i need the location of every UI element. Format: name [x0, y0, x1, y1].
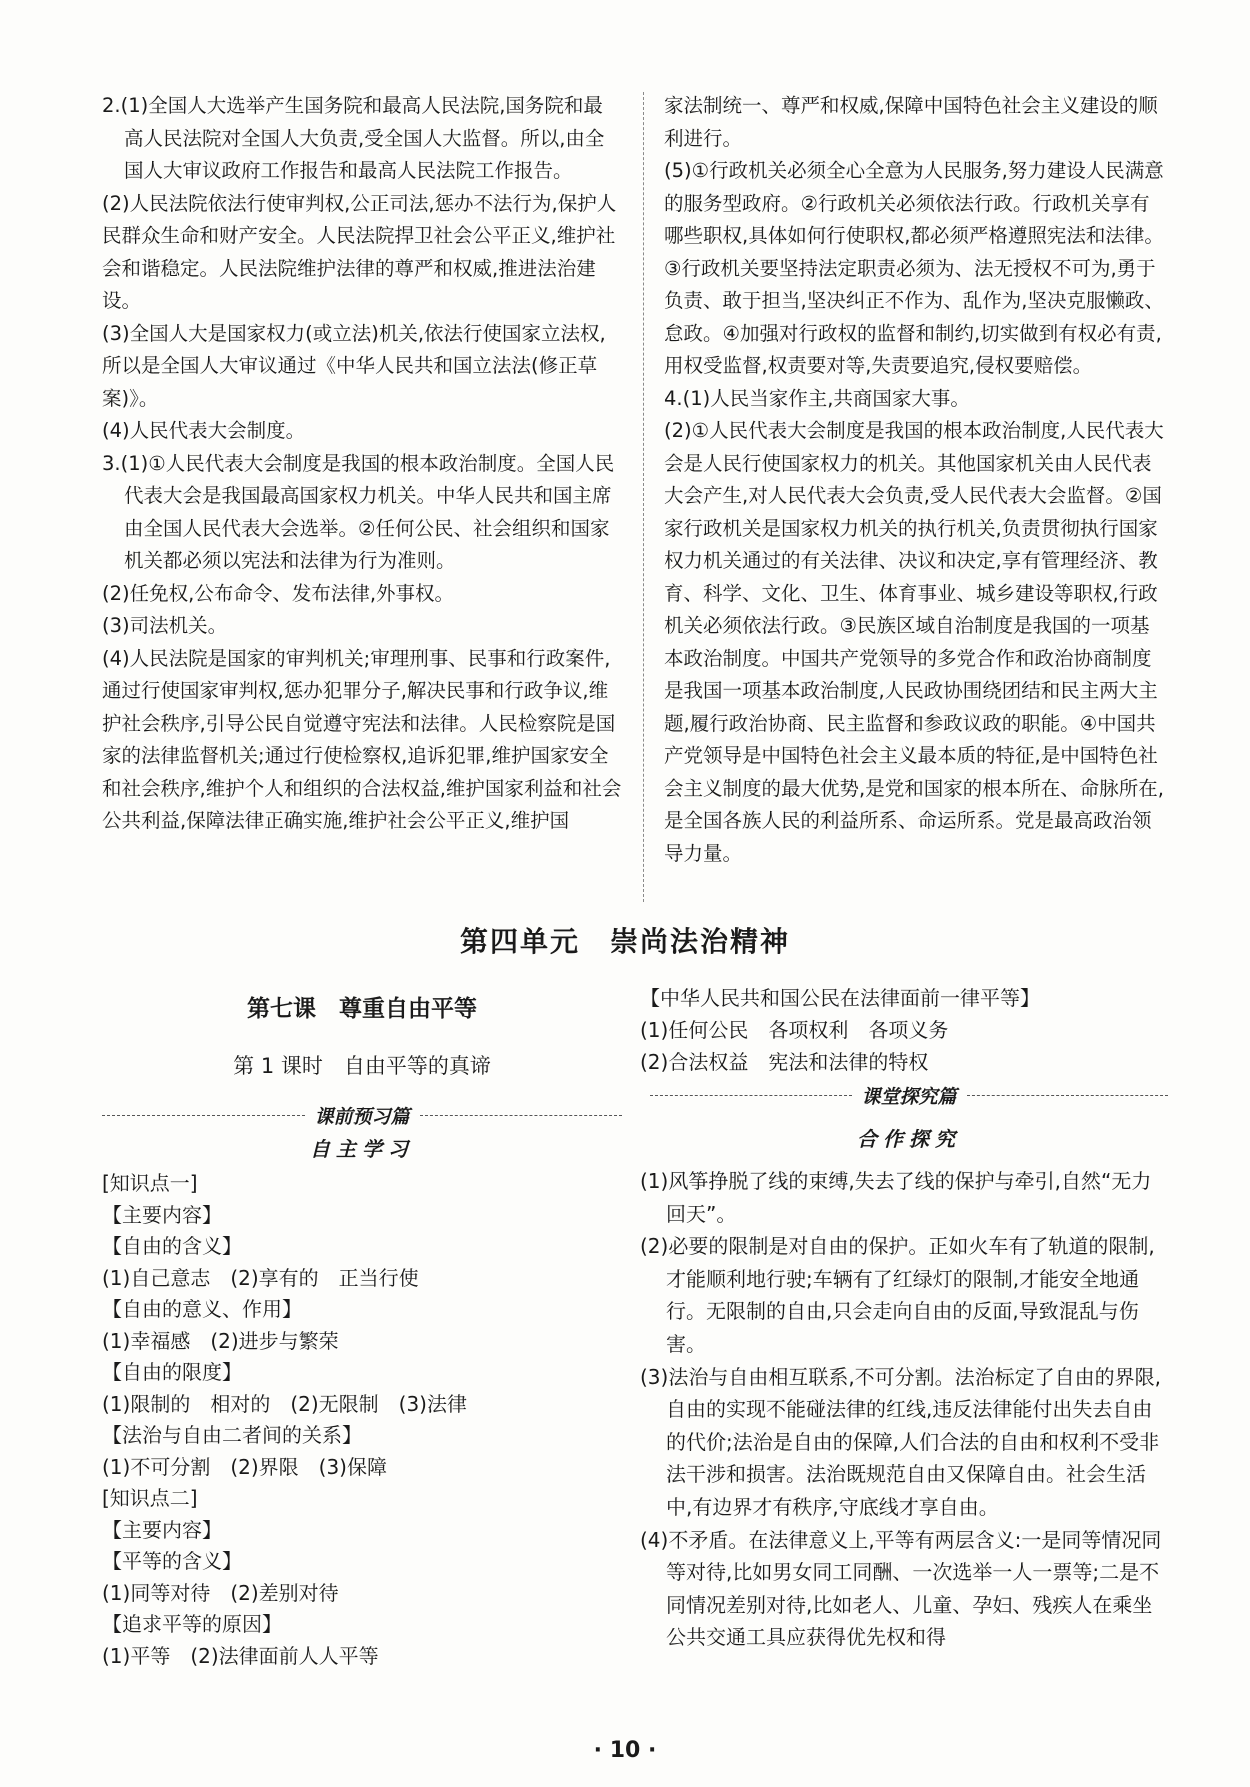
- equality-before-law-answer-2: (2)合法权益 宪法和法律的特权: [640, 1050, 929, 1074]
- equality-before-law-answer-1: (1)任何公民 各项权利 各项义务: [640, 1018, 949, 1042]
- inquiry-answer-4: (4)不矛盾。在法律意义上,平等有两层含义:一是同等情况同等对待,比如男女同工同酬、一次选举一人一票等;二是不同情况差别对待,比如老人、儿童、孕妇、残疾人在乘坐公共交通工具应获得优先权和得: [640, 1527, 1162, 1650]
- equality-meaning-answer: (1)同等对待 (2)差别对待: [102, 1580, 339, 1605]
- answer-2-2: (2)人民法院依法行使审判权,公正司法,惩办不法行为,保护人民群众生命和财产安全。人民法院捍卫社会公平正义,维护社会和谐稳定。人民法院维护法律的尊严和权威,推进法治建设。: [102, 191, 617, 312]
- page-number: · 10 ·: [593, 1738, 657, 1763]
- freedom-limit-answer: (1)限制的 相对的 (2)无限制 (3)法律: [102, 1391, 467, 1416]
- dashed-rule: [102, 1115, 305, 1116]
- self-study-heading: 自主学习: [310, 1137, 414, 1161]
- main-content-heading: 【主要内容】: [102, 1202, 222, 1227]
- inquiry-answer-1: (1)风筝挣脱了线的束缚,失去了线的保护与牵引,自然“无力回天”。: [640, 1169, 1152, 1226]
- freedom-meaning-answer: (1)自己意志 (2)享有的 正当行使: [102, 1265, 419, 1290]
- section-preview-bar: [102, 1103, 622, 1127]
- inquiry-answer-2: (2)必要的限制是对自由的保护。正如火车有了轨道的限制,才能顺利地行驶;车辆有了红绿灯的限制,才能安全地通行。无限制的自由,只会走向自由的反面,导致混乱与伤害。: [640, 1234, 1155, 1356]
- unit-title: 第四单元 崇尚法治精神: [459, 925, 790, 958]
- freedom-significance-heading: 【自由的意义、作用】: [102, 1297, 302, 1321]
- knowledge-point-2: [知识点二]: [102, 1486, 198, 1510]
- left-column-bottom: [102, 1168, 622, 1672]
- left-column-top: [102, 90, 622, 838]
- freedom-significance-answer: (1)幸福感 (2)进步与繁荣: [102, 1328, 339, 1353]
- equality-reason-heading: 【追求平等的原因】: [102, 1612, 282, 1636]
- inquiry-answer-3: (3)法治与自由相互联系,不可分割。法治标定了自由的界限,自由的实现不能碰法律的红线,违反法律能付出失去自由的代价;法治是自由的保障,人们合法的自由和权利不受非法干涉和损害。法治既规范自由又保障自由。社会生活中,有边界才有秩序,守底线才享自由。: [640, 1364, 1162, 1519]
- section-preview-label: 课前预习篇: [314, 1105, 410, 1128]
- column-divider: [643, 92, 644, 902]
- answer-3-4: (4)人民法院是国家的审判机关;审理刑事、民事和行政案件,通过行使国家审判权,惩办犯罪分子,解决民事和行政争议,维护社会秩序,引导公民自觉遵守宪法和法律。人民检察院是国家的法律监督机关;通过行使检察权,追诉犯罪,维护国家安全和社会秩序,维护个人和组织的合法权益,维护国家利益和社会公共利益,保障法律正确实施,维护社会公平正义,维护国: [102, 646, 622, 832]
- answer-3-3: (3)司法机关。: [102, 614, 228, 637]
- right-column-top: [664, 90, 1168, 870]
- answer-3-4-continued: 家法制统一、尊严和权威,保障中国特色社会主义建设的顺利进行。: [664, 94, 1158, 150]
- main-content-heading-2: 【主要内容】: [102, 1517, 222, 1542]
- equality-reason-answer: (1)平等 (2)法律面前人人平等: [102, 1643, 379, 1668]
- dashed-rule: [967, 1095, 1169, 1096]
- rule-of-law-freedom-heading: 【法治与自由二者间的关系】: [102, 1423, 362, 1447]
- section-class-label: 课堂探究篇: [861, 1085, 957, 1108]
- cooperative-inquiry-heading: 合作探究: [857, 1127, 961, 1151]
- dashed-rule: [650, 1095, 852, 1096]
- answer-4-2: (2)①人民代表大会制度是我国的根本政治制度,人民代表大会是人民行使国家权力的机关。其他国家机关由人民代表大会产生,对人民代表大会负责,受人民代表大会监督。②国家行政机关是国家权力机关的执行机关,负责贯彻执行国家权力机关通过的有关法律、决议和决定,享有管理经济、教育、科学、文化、卫生、体育事业、城乡建设等职权,行政机关必须依法行政。③民族区域自治制度是我国的一项基本政治制度。中国共产党领导的多党合作和政治协商制度是我国一项基本政治制度,人民政协围绕团结和民主两大主题,履行政治协商、民主监督和参政议政的职能。④中国共产党领导是中国特色社会主义最本质的特征,是中国特色社会主义制度的最大优势,是党和国家的根本所在、命脉所在,是全国各族人民的利益所系、命运所系。党是最高政治领导力量。: [664, 419, 1164, 865]
- period-title: 第 1 课时 自由平等的真谛: [233, 1054, 491, 1078]
- right-column-equality-law: [640, 982, 1180, 1078]
- right-column-inquiry: [640, 1165, 1170, 1654]
- answer-2-3: (3)全国人大是国家权力(或立法)机关,依法行使国家立法权,所以是全国人大审议通过《中华人民共和国立法法(修正草案)》。: [102, 321, 606, 410]
- lesson-title: 第七课 尊重自由平等: [247, 996, 477, 1022]
- equality-before-law-heading: 【中华人民共和国公民在法律面前一律平等】: [640, 986, 1040, 1010]
- section-class-bar: [650, 1083, 1168, 1107]
- knowledge-point-1: [知识点一]: [102, 1171, 198, 1195]
- rule-of-law-freedom-answer: (1)不可分割 (2)界限 (3)保障: [102, 1454, 387, 1479]
- answer-3-2: (2)任免权,公布命令、发布法律,外事权。: [102, 581, 455, 605]
- answer-4-1: 4.(1)人民当家作主,共商国家大事。: [664, 386, 970, 410]
- answer-3-5: (5)①行政机关必须全心全意为人民服务,努力建设人民满意的服务型政府。②行政机关必须依法行政。行政机关享有哪些职权,具体如何行使职权,都必须严格遵照宪法和法律。③行政机关要坚持法定职责必须为、法无授权不可为,勇于负责、敢于担当,坚决纠正不作为、乱作为,坚决克服懒政、怠政。④加强对行政权的监督和制约,切实做到有权必有责,用权受监督,权责要对等,失责要追究,侵权要赔偿。: [664, 159, 1164, 377]
- freedom-limit-heading: 【自由的限度】: [102, 1360, 242, 1384]
- answer-2-1: 2.(1)全国人大选举产生国务院和最高人民法院,国务院和最高人民法院对全国人大负责,受全国人大监督。所以,由全国人大审议政府工作报告和最高人民法院工作报告。: [102, 94, 605, 182]
- answer-3-1: 3.(1)①人民代表大会制度是我国的根本政治制度。全国人民代表大会是我国最高国家权力机关。中华人民共和国主席由全国人民代表大会选举。②任何公民、社会组织和国家机关都必须以宪法和法律为行为准则。: [102, 451, 615, 572]
- answer-2-4: (4)人民代表大会制度。: [102, 419, 306, 442]
- equality-meaning-heading: 【平等的含义】: [102, 1549, 242, 1573]
- freedom-meaning-heading: 【自由的含义】: [102, 1234, 242, 1258]
- dashed-rule: [420, 1115, 623, 1116]
